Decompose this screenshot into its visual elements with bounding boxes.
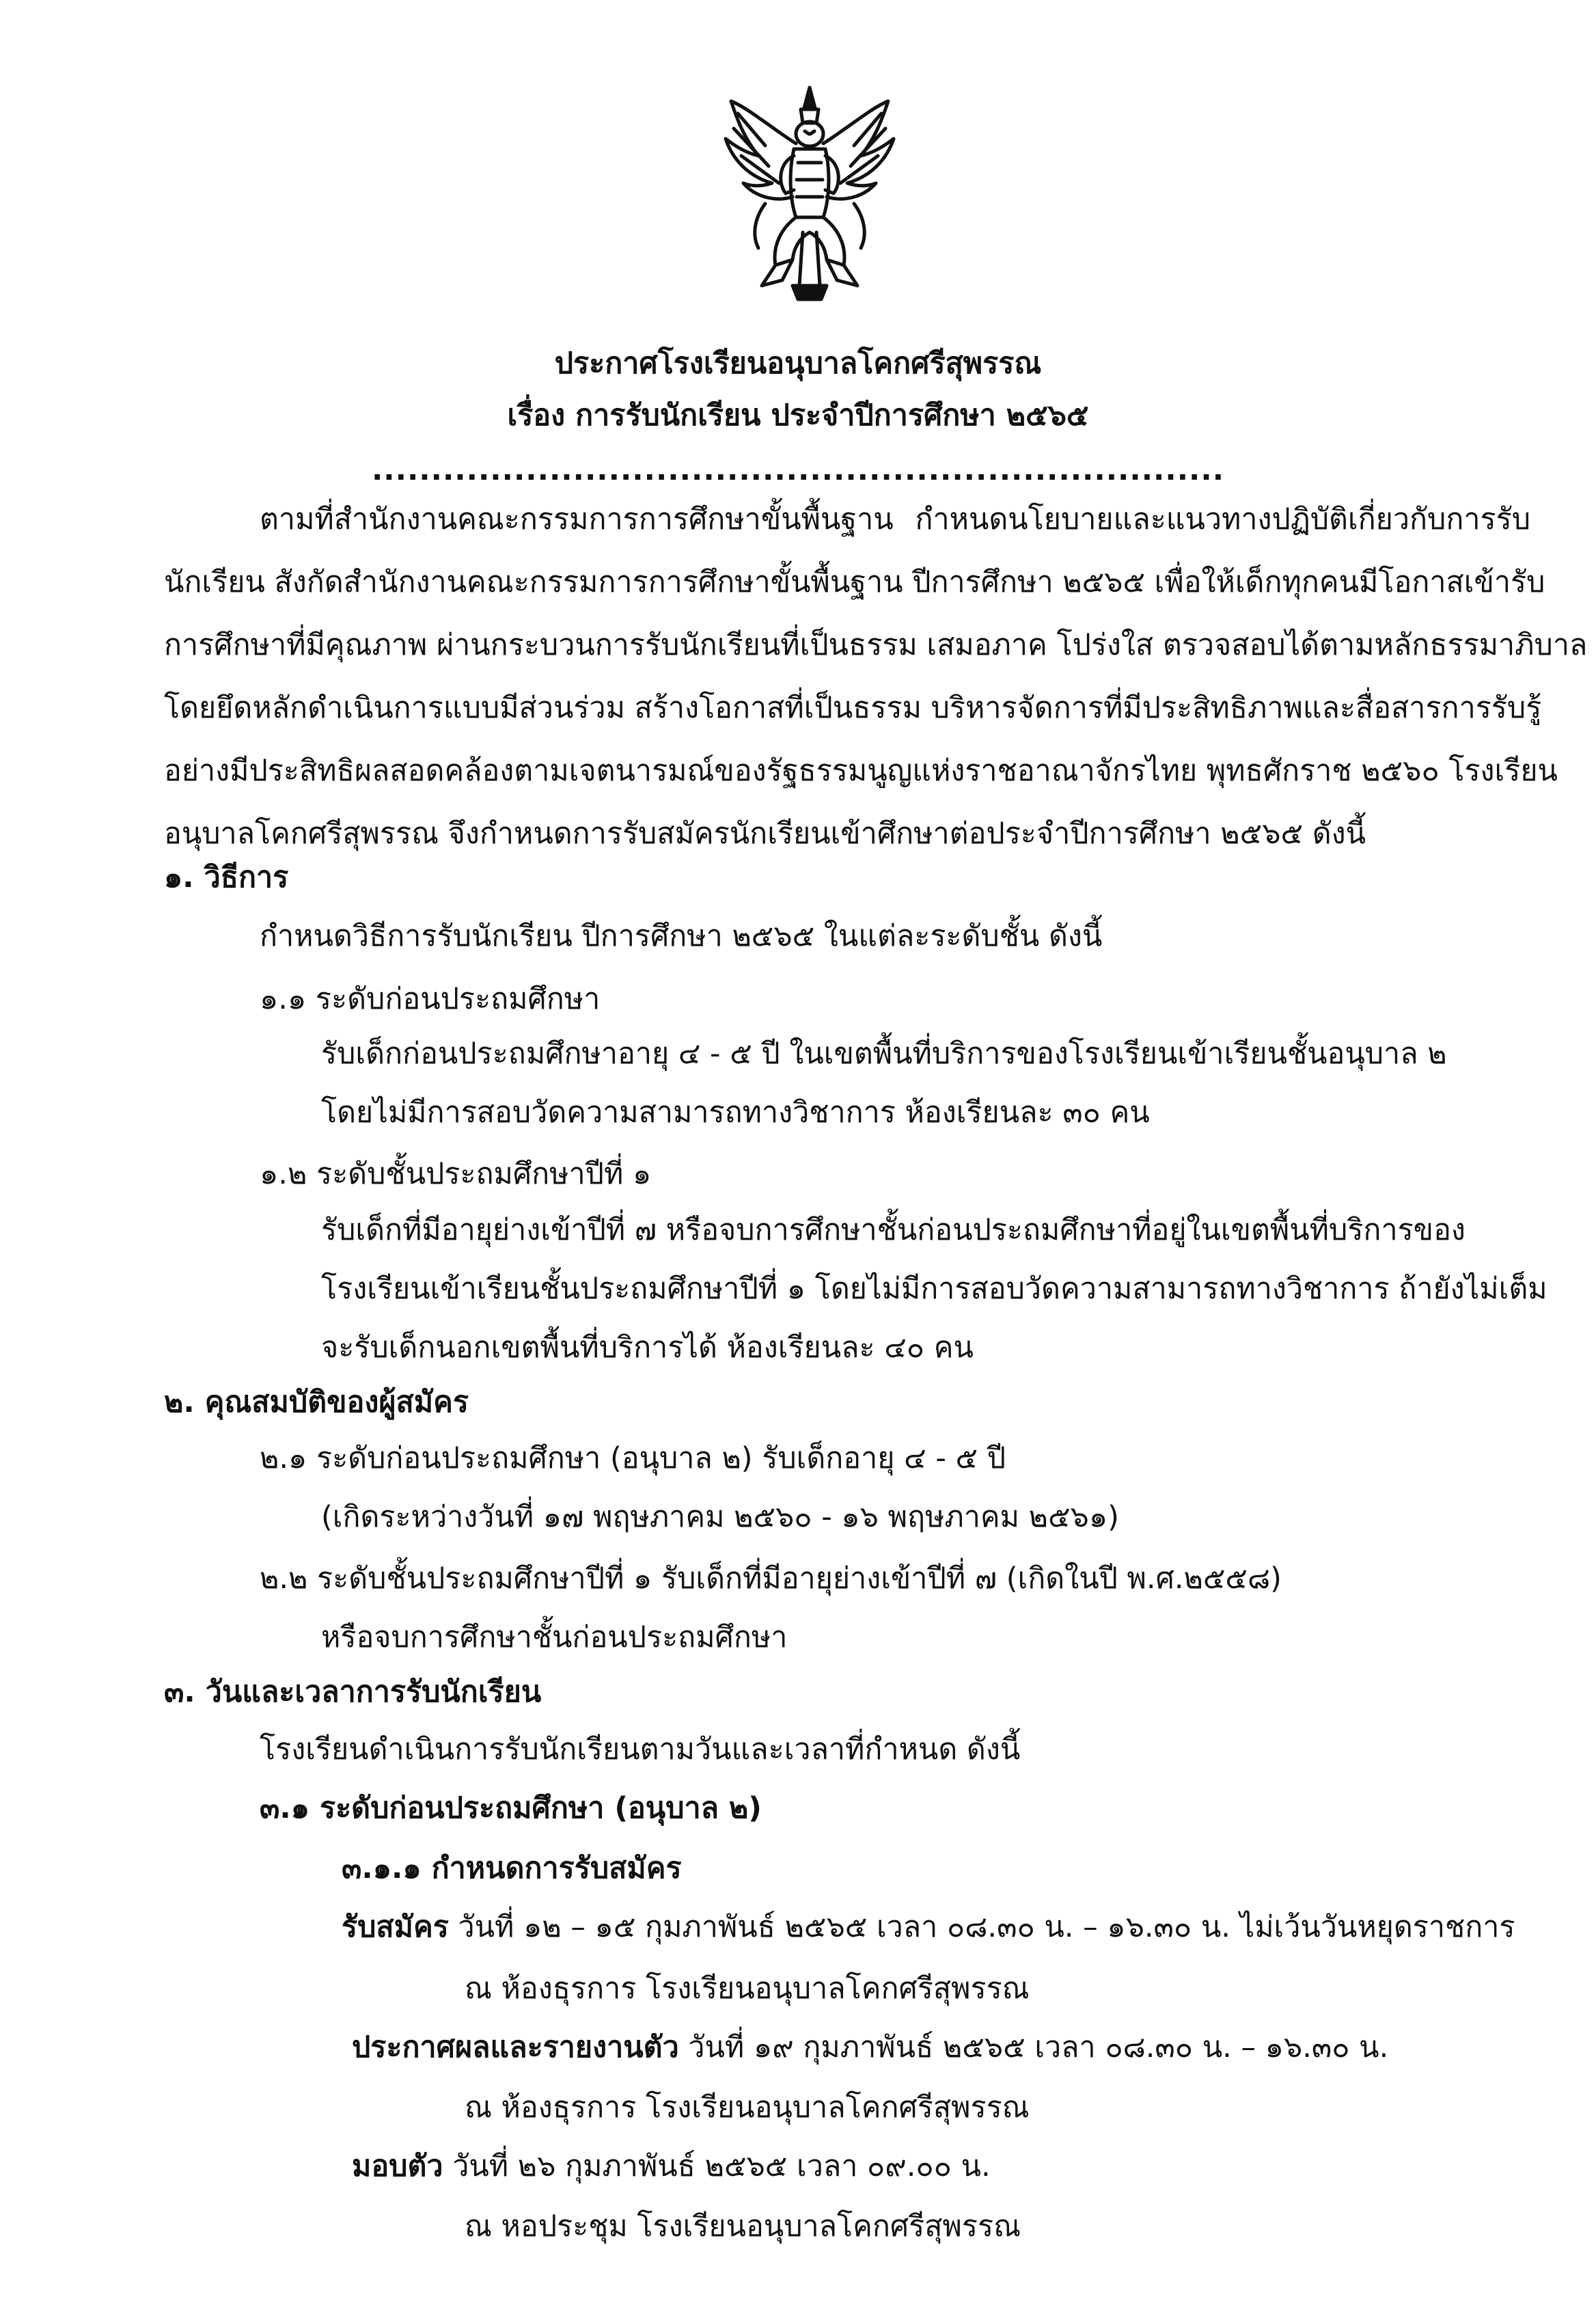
section2-2-line: ๒.๒ ระดับชั้นประถมศึกษาปีที่ ๑ รับเด็กที่มีอายุย่างเข้าปีที่ ๗ (เกิดในปี พ.ศ.๒๕๕๘) bbox=[260, 1562, 1282, 1596]
handover-place: ณ หอประชุม โรงเรียนอนุบาลโคกศรีสุพรรณ bbox=[465, 2209, 1021, 2244]
intro-line: อนุบาลโคกศรีสุพรรณ จึงกำหนดการรับสมัครนักเรียนเข้าศึกษาต่อประจำปีการศึกษา ๒๕๖๕ ดังนี้ bbox=[164, 817, 1366, 851]
apply-place: ณ ห้องธุรการ โรงเรียนอนุบาลโคกศรีสุพรรณ bbox=[465, 1972, 1030, 2006]
title-line-2: เรื่อง การรับนักเรียน ประจำปีการศึกษา ๒๕๖๕ bbox=[507, 398, 1089, 433]
section2-2-line: หรือจบการศึกษาชั้นก่อนประถมศึกษา bbox=[321, 1620, 788, 1654]
section3-intro: โรงเรียนดำเนินการรับนักเรียนตามวันและเวลาที่กำหนด ดังนี้ bbox=[260, 1732, 1021, 1767]
section1-2-heading: ๑.๒ ระดับชั้นประถมศึกษาปีที่ ๑ bbox=[260, 1157, 652, 1191]
intro-line: นักเรียน สังกัดสำนักงานคณะกรรมการการศึกษาขั้นพื้นฐาน ปีการศึกษา ๒๕๖๕ เพื่อให้เด็กทุกคนมีโอกาสเข้ารับ bbox=[164, 565, 1545, 599]
section1-1-line: โดยไม่มีการสอบวัดความสามารถทางวิชาการ ห้องเรียนละ ๓๐ คน bbox=[321, 1095, 1150, 1130]
handover-line bbox=[352, 2146, 991, 2187]
title-line-1: ประกาศโรงเรียนอนุบาลโคกศรีสุพรรณ bbox=[554, 346, 1042, 381]
section3-1-1-heading: ๓.๑.๑ กำหนดการรับสมัคร bbox=[342, 1851, 682, 1885]
section1-1-heading: ๑.๑ ระดับก่อนประถมศึกษา bbox=[260, 982, 601, 1016]
intro-line: การศึกษาที่มีคุณภาพ ผ่านกระบวนการรับนักเรียนที่เป็นธรรม เสมอภาค โปร่งใส ตรวจสอบได้ตามหลักธรรมาภิบาล bbox=[164, 628, 1588, 662]
handover-text: วันที่ ๒๖ กุมภาพันธ์ ๒๕๖๕ เวลา ๐๙.๐๐ น. bbox=[443, 2149, 991, 2183]
apply-label: รับสมัคร bbox=[342, 1910, 449, 1944]
garuda-emblem-icon bbox=[717, 81, 902, 306]
section3-heading: ๓. วันและเวลาการรับนักเรียน bbox=[164, 1675, 542, 1709]
title-separator: ........................................................................ bbox=[371, 453, 1225, 487]
announce-place: ณ ห้องธุรการ โรงเรียนอนุบาลโคกศรีสุพรรณ bbox=[465, 2090, 1030, 2125]
intro-line: โดยยึดหลักดำเนินการแบบมีส่วนร่วม สร้างโอกาสที่เป็นธรรม บริหารจัดการที่มีประสิทธิภาพและสื่อสารการรับรู้ bbox=[164, 691, 1542, 725]
section1-intro: กำหนดวิธีการรับนักเรียน ปีการศึกษา ๒๕๖๕ ในแต่ละระดับชั้น ดังนี้ bbox=[260, 919, 1103, 953]
intro-line: ตามที่สำนักงานคณะกรรมการการศึกษาขั้นพื้นฐาน กำหนดนโยบายและแนวทางปฏิบัติเกี่ยวกับการรับ bbox=[260, 502, 1530, 536]
intro-line: อย่างมีประสิทธิผลสอดคล้องตามเจตนารมณ์ของรัฐธรรมนูญแห่งราชอาณาจักรไทย พุทธศักราช ๒๕๖๐ โรงเรียน bbox=[164, 754, 1558, 788]
apply-text: วันที่ ๑๒ – ๑๕ กุมภาพันธ์ ๒๕๖๕ เวลา ๐๘.๓๐ น. – ๑๖.๓๐ น. ไม่เว้นวันหยุดราชการ bbox=[448, 1910, 1515, 1944]
section3-1-heading: ๓.๑ ระดับก่อนประถมศึกษา (อนุบาล ๒) bbox=[260, 1791, 762, 1825]
section1-1-line: รับเด็กก่อนประถมศึกษาอายุ ๔ - ๕ ปี ในเขตพื้นที่บริการของโรงเรียนเข้าเรียนชั้นอนุบาล ๒ bbox=[321, 1037, 1447, 1071]
announce-label: ประกาศผลและรายงานตัว bbox=[352, 2030, 679, 2064]
apply-line bbox=[342, 1907, 1515, 1948]
announce-line bbox=[352, 2027, 1388, 2068]
section1-2-line: จะรับเด็กนอกเขตพื้นที่บริการได้ ห้องเรียนละ ๔๐ คน bbox=[321, 1331, 974, 1365]
section2-heading: ๒. คุณสมบัติของผู้สมัคร bbox=[164, 1385, 469, 1419]
section1-heading: ๑. วิธีการ bbox=[164, 860, 289, 895]
handover-label: มอบตัว bbox=[352, 2149, 443, 2183]
section1-2-line: รับเด็กที่มีอายุย่างเข้าปีที่ ๗ หรือจบการศึกษาชั้นก่อนประถมศึกษาที่อยู่ในเขตพื้นที่บริการของ bbox=[321, 1213, 1466, 1247]
section1-2-line: โรงเรียนเข้าเรียนชั้นประถมศึกษาปีที่ ๑ โดยไม่มีการสอบวัดความสามารถทางวิชาการ ถ้ายังไม่เต็ม bbox=[321, 1272, 1547, 1306]
announce-text: วันที่ ๑๙ กุมภาพันธ์ ๒๕๖๕ เวลา ๐๘.๓๐ น. – ๑๖.๓๐ น. bbox=[678, 2030, 1389, 2064]
section2-1-line: (เกิดระหว่างวันที่ ๑๗ พฤษภาคม ๒๕๖๐ - ๑๖ พฤษภาคม ๒๕๖๑) bbox=[321, 1500, 1119, 1534]
section2-1-line: ๒.๑ ระดับก่อนประถมศึกษา (อนุบาล ๒) รับเด็กอายุ ๔ - ๕ ปี bbox=[260, 1441, 1006, 1475]
